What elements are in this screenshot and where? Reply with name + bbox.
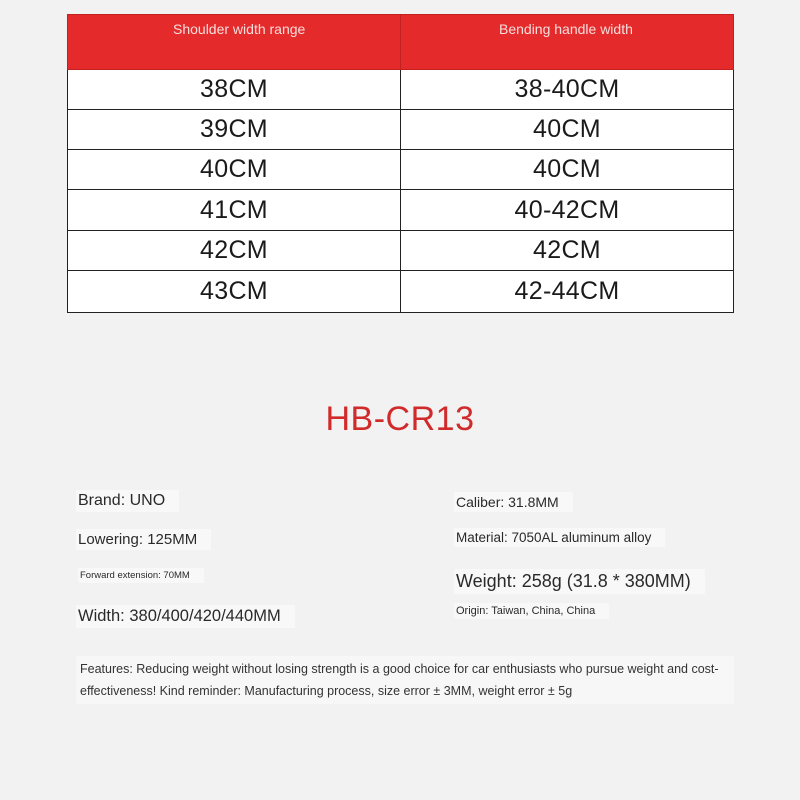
size-table (67, 14, 734, 313)
size-table-header-row (68, 15, 734, 70)
spec-width: Width: 380/400/420/440MM (76, 605, 295, 628)
spec-material: Material: 7050AL aluminum alloy (454, 528, 665, 547)
spec-lowering: Lowering: 125MM (76, 529, 211, 550)
handle-width-cell: 40CM (401, 110, 734, 150)
shoulder-width-cell: 41CM (68, 190, 401, 231)
handle-width-cell: 42CM (401, 231, 734, 271)
spec-brand: Brand: UNO (76, 490, 179, 512)
shoulder-width-cell: 43CM (68, 271, 401, 313)
handle-width-cell: 40-42CM (401, 190, 734, 231)
table-row (68, 231, 734, 271)
model-title: HB-CR13 (325, 400, 475, 438)
shoulder-width-cell: 40CM (68, 150, 401, 190)
handle-width-cell: 42-44CM (401, 271, 734, 313)
spec-origin: Origin: Taiwan, China, China (454, 603, 609, 619)
shoulder-width-cell: 42CM (68, 231, 401, 271)
shoulder-width-cell: 38CM (68, 70, 401, 110)
shoulder-width-cell: 39CM (68, 110, 401, 150)
table-row (68, 110, 734, 150)
table-row (68, 70, 734, 110)
table-row (68, 150, 734, 190)
table-row (68, 271, 734, 313)
spec-forward-extension: Forward extension: 70MM (78, 568, 204, 583)
spec-caliber: Caliber: 31.8MM (454, 492, 573, 512)
handle-width-cell: 40CM (401, 150, 734, 190)
features-text: Features: Reducing weight without losing strength is a good choice for car enthusiasts who pursue weight and cost-effectiveness! Kind reminder: Manufacturing process, size error ± 3MM, weight error ± 5g (76, 656, 734, 704)
handle-width-cell: 38-40CM (401, 70, 734, 110)
spec-weight: Weight: 258g (31.8 * 380MM) (454, 569, 705, 594)
header-shoulder-width: Shoulder width range (68, 15, 401, 70)
header-bending-handle-width: Bending handle width (401, 15, 734, 70)
table-row (68, 190, 734, 231)
